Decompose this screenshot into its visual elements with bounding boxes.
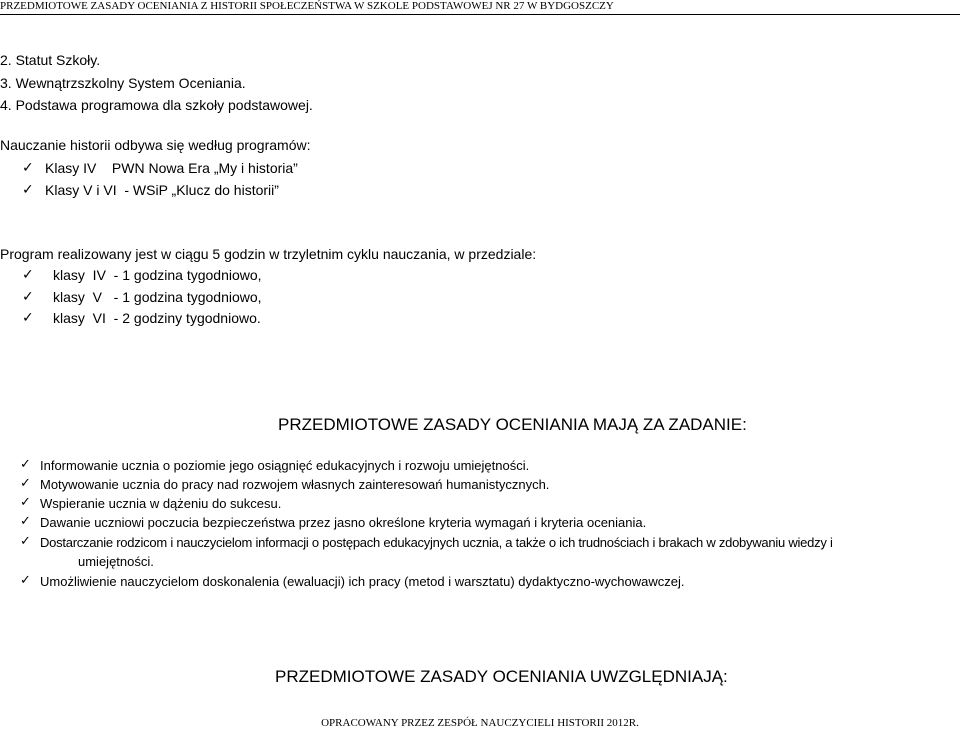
list-item: 4. Podstawa programowa dla szkoły podstawowej. xyxy=(0,97,313,113)
list-item: Informowanie ucznia o poziomie jego osiągnięć edukacyjnych i rozwoju umiejętności. xyxy=(40,458,530,473)
section-heading: PRZEDMIOTOWE ZASADY OCENIANIA UWZGLĘDNIAJĄ: xyxy=(275,667,728,686)
list-item: Dostarczanie rodzicom i nauczycielom informacji o postępach edukacyjnych ucznia, a także o ich trudnościach i brakach w zdobywaniu wiedzy i xyxy=(40,535,833,550)
check-icon: ✓ xyxy=(22,182,34,198)
check-icon: ✓ xyxy=(20,573,31,588)
list-item: Umożliwienie nauczycielom doskonalenia (ewaluacji) ich pracy (metod i warsztatu) dydaktyczno-wychowawczej. xyxy=(40,574,685,589)
page-header: PRZEDMIOTOWE ZASADY OCENIANIA Z HISTORII SPOŁECZEŃSTWA W SZKOLE PODSTAWOWEJ NR 27 W BYDGOSZCZY xyxy=(0,0,960,15)
list-item: klasy IV - 1 godzina tygodniowo, xyxy=(53,267,262,283)
page-footer: OPRACOWANY PRZEZ ZESPÓŁ NAUCZYCIELI HISTORII 2012R. xyxy=(321,717,639,729)
list-item: Klasy IV PWN Nowa Era „My i historia” xyxy=(45,160,298,176)
check-icon: ✓ xyxy=(20,514,31,529)
check-icon: ✓ xyxy=(20,534,31,549)
list-item: klasy VI - 2 godziny tygodniowo. xyxy=(53,310,261,326)
list-item: 2. Statut Szkoły. xyxy=(0,52,101,68)
list-item: Motywowanie ucznia do pracy nad rozwojem własnych zainteresowań humanistycznych. xyxy=(40,477,550,492)
check-icon: ✓ xyxy=(20,476,31,491)
check-icon: ✓ xyxy=(22,310,34,326)
check-icon: ✓ xyxy=(22,160,34,176)
list-item: Wspieranie ucznia w dążeniu do sukcesu. xyxy=(40,496,282,511)
schedule-intro: Program realizowany jest w ciągu 5 godzin w trzyletnim cyklu nauczania, w przedziale: xyxy=(0,246,537,262)
check-icon: ✓ xyxy=(22,267,34,283)
check-icon: ✓ xyxy=(20,495,31,510)
list-item-continuation: umiejętności. xyxy=(78,554,154,569)
check-icon: ✓ xyxy=(22,289,34,305)
list-item: 3. Wewnątrzszkolny System Oceniania. xyxy=(0,75,246,91)
list-item: klasy V - 1 godzina tygodniowo, xyxy=(53,289,262,305)
check-icon: ✓ xyxy=(20,457,31,472)
list-item: Klasy V i VI - WSiP „Klucz do historii” xyxy=(45,182,279,198)
list-item: Dawanie uczniowi poczucia bezpieczeństwa przez jasno określone kryteria wymagań i kryteria oceniania. xyxy=(40,515,647,530)
programs-intro: Nauczanie historii odbywa się według programów: xyxy=(0,137,311,153)
section-heading: PRZEDMIOTOWE ZASADY OCENIANIA MAJĄ ZA ZADANIE: xyxy=(278,415,747,434)
